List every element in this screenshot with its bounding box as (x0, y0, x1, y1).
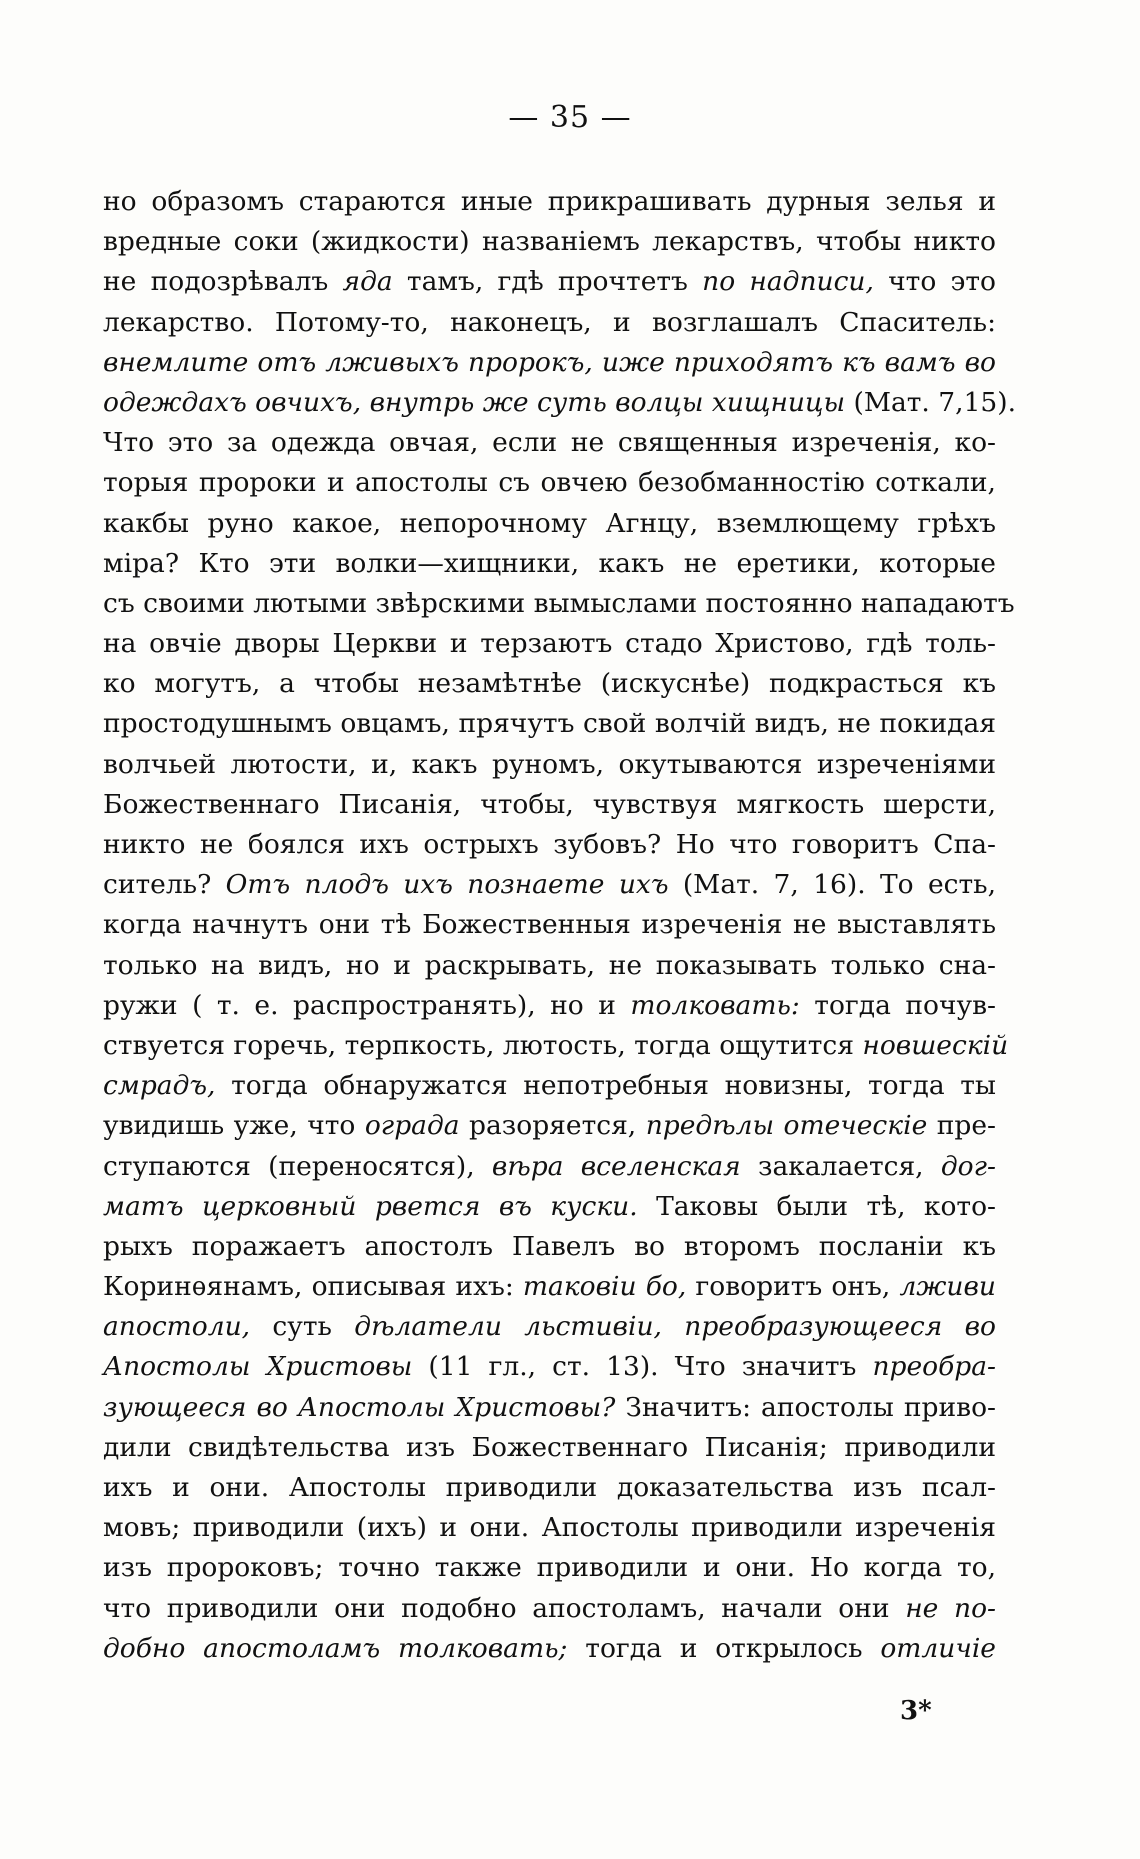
italic-text: преобра- (872, 1351, 996, 1383)
italic-text: новшескій (862, 1029, 1009, 1061)
text-span: тогда и открылось (567, 1632, 881, 1664)
text-span: только на видъ, но и раскрывать, не показывать только сна- (103, 949, 996, 981)
text-span: ступаются (переносятся), (103, 1150, 492, 1182)
text-line (103, 1508, 996, 1548)
text-line (103, 383, 1017, 423)
text-line (103, 704, 996, 744)
text-span: что это (873, 266, 996, 298)
italic-text: Отъ плодъ ихъ познаете ихъ (225, 869, 669, 901)
text-line (103, 423, 996, 463)
text-span: суть (250, 1311, 355, 1343)
signature-mark: 3* (900, 1696, 932, 1726)
text-span: тогда почув- (799, 989, 996, 1021)
text-line (103, 1147, 996, 1187)
text-span: (Мат. 7, 16). То есть, (668, 869, 997, 901)
text-span: но образомъ стараются иные прикрашивать дурныя зелья и (103, 186, 996, 217)
text-span: Значитъ: апостолы приво- (615, 1391, 996, 1423)
text-line (103, 463, 996, 503)
italic-text: не по- (905, 1592, 996, 1624)
text-line (103, 584, 1015, 624)
text-line (103, 1026, 1009, 1066)
text-span: никто не боялся ихъ острыхъ зубовъ? Но что говоритъ Спа- (103, 829, 996, 860)
text-span: (Мат. 7,15). (845, 386, 1017, 418)
italic-text: по надписи, (702, 266, 874, 298)
italic-text: ограда (364, 1110, 460, 1142)
text-line (103, 222, 996, 262)
text-line (103, 1267, 996, 1307)
text-line (103, 1066, 996, 1106)
text-span: Таковы были тѣ, кото- (637, 1190, 996, 1222)
text-span: вредные соки (жидкости) названіемъ лекарствъ, чтобы никто (103, 226, 996, 258)
text-span: съ своими лютыми звѣрскими вымыслами постоянно нападаютъ (103, 587, 1015, 619)
italic-text: вѣра вселенская (491, 1150, 741, 1182)
italic-text: лживи (899, 1271, 996, 1303)
text-line (103, 1468, 996, 1508)
text-span: дили свидѣтельства изъ Божественнаго Писанія; приводили (103, 1431, 996, 1463)
text-span: рыхъ поражаетъ апостолъ Павелъ во второмъ посланіи къ (103, 1230, 996, 1262)
text-line (103, 825, 996, 865)
italic-text: толковать: (630, 989, 800, 1021)
italic-text: предѣлы отеческіе (645, 1110, 928, 1142)
text-line (103, 504, 996, 544)
text-span: лекарство. Потому-то, наконецъ, и возглашалъ Спаситель: (103, 306, 996, 338)
text-span: пре- (927, 1110, 996, 1142)
text-line (103, 1307, 996, 1347)
italic-text: дѣлатели льстивіи, преобразующееся во (354, 1311, 996, 1343)
text-span: мовъ; приводили (ихъ) и они. Апостолы приводили изреченія (103, 1512, 996, 1544)
text-span: (11 гл., ст. 13). Что значитъ (412, 1351, 873, 1383)
text-span: ситель? (103, 869, 226, 901)
text-line (103, 624, 996, 664)
text-line (103, 1347, 996, 1387)
text-span: увидишь уже, что (103, 1110, 365, 1142)
italic-text: дог- (940, 1150, 996, 1182)
text-span: ихъ и они. Апостолы приводили доказательства изъ псал- (103, 1472, 996, 1503)
italic-text: яда (342, 266, 393, 298)
italic-text: внемлите отъ лживыхъ пророкъ, иже приходятъ къ вамъ во (103, 346, 996, 378)
text-span: какбы руно какое, непорочному Агнцу, вземлющему грѣхъ (103, 507, 996, 539)
text-line (103, 865, 996, 905)
text-line (103, 1629, 996, 1669)
text-span: торыя пророки и апостолы съ овчею безобманностію соткали, (103, 467, 996, 499)
text-span: простодушнымъ овцамъ, прячутъ свой волчій видъ, не покидая (103, 708, 996, 740)
italic-text: апостоли, (103, 1311, 251, 1343)
text-line (103, 544, 996, 584)
text-line (103, 946, 996, 986)
text-line (103, 1388, 996, 1428)
text-line (103, 303, 996, 343)
italic-text: смрадъ, (103, 1070, 216, 1102)
text-span: что приводили они подобно апостоламъ, начали они (103, 1592, 906, 1624)
text-line (103, 986, 996, 1026)
text-line (103, 1106, 996, 1146)
text-line (103, 785, 996, 825)
italic-text: добно апостоламъ толковать; (103, 1632, 568, 1664)
text-span: на овчіе дворы Церкви и терзаютъ стадо Христово, гдѣ толь- (103, 628, 996, 660)
italic-text: таковіи бо, (522, 1271, 687, 1303)
text-line (103, 664, 996, 704)
text-line (103, 1428, 996, 1468)
italic-text: матъ церковный рвется въ куски. (103, 1190, 638, 1222)
text-span: ружи ( т. е. распространять), но и (103, 989, 631, 1021)
text-line (103, 182, 996, 222)
text-span: не подозрѣвалъ (103, 266, 343, 298)
text-line (103, 262, 996, 302)
text-line (103, 1227, 996, 1267)
italic-text: отличіе (880, 1632, 996, 1664)
text-line (103, 1589, 996, 1629)
text-span: міра? Кто эти волки—хищники, какъ не еретики, которые (103, 547, 996, 579)
text-span: говоритъ онъ, (686, 1271, 900, 1303)
text-line (103, 1548, 996, 1588)
body-text (103, 182, 1017, 1669)
italic-text: Апостолы Христовы (103, 1351, 413, 1383)
text-span: тамъ, гдѣ прочтетъ (392, 266, 703, 298)
text-span: ко могутъ, а чтобы незамѣтнѣе (искуснѣе) подкрасться къ (103, 668, 996, 700)
text-span: ствуется горечь, терпкость, лютость, тогда ощутится (103, 1029, 863, 1061)
text-span: Божественнаго Писанія, чтобы, чувствуя мягкость шерсти, (103, 788, 996, 820)
text-span: изъ пророковъ; точно также приводили и они. Но когда то, (103, 1552, 996, 1584)
text-line (103, 905, 996, 945)
italic-text: зующееся во Апостолы Христовы? (103, 1391, 616, 1423)
text-line (103, 343, 996, 383)
italic-text: одеждахъ овчихъ, внутрь же суть волцы хищницы (103, 386, 846, 418)
text-span: Коринѳянамъ, описывая ихъ: (103, 1271, 523, 1303)
text-span: тогда обнаружатся непотребныя новизны, тогда ты (215, 1070, 996, 1102)
text-span: разоряется, (459, 1110, 646, 1142)
text-line (103, 745, 996, 785)
text-span: Что это за одежда овчая, если не священныя изреченія, ко- (103, 427, 996, 459)
text-line (103, 1187, 996, 1227)
page-number: — 35 — (508, 100, 632, 135)
text-span: когда начнутъ они тѣ Божественныя изреченія не выставлять (103, 909, 996, 941)
text-span: волчьей лютости, и, какъ руномъ, окутываются изреченіями (103, 748, 996, 780)
text-span: закалается, (740, 1150, 941, 1182)
